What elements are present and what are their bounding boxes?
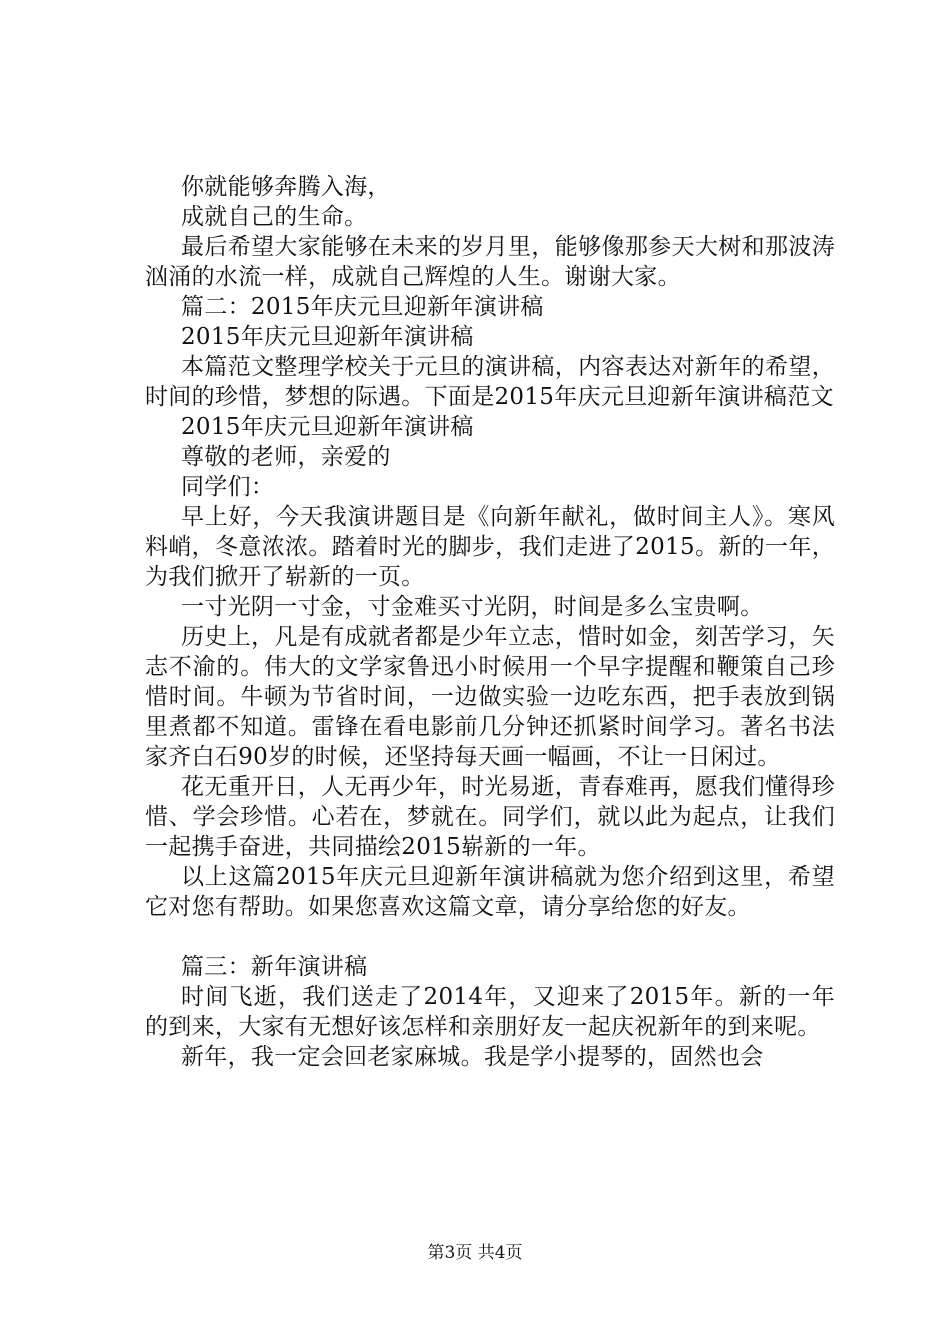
section-heading: 篇三：新年演讲稿 — [181, 954, 368, 980]
salutation: 同学们： — [181, 474, 275, 500]
paragraph: 时间飞逝，我们送走了2014年，又迎来了2015年。新的一年的到来，大家有无想好该怎样和亲朋好友一起庆祝新年的到来呢。 — [145, 984, 835, 1040]
paragraph: 新年，我一定会回老家麻城。我是学小提琴的，固然也会 — [181, 1044, 764, 1070]
paragraph: 你就能够奔腾入海， — [181, 174, 391, 200]
page-number: 第3页 共4页 — [427, 1243, 523, 1263]
paragraph: 历史上，凡是有成就者都是少年立志，惜时如金，刻苦学习，矢志不渝的。伟大的文学家鲁迅小时候用一个早字提醒和鞭策自己珍惜时间。牛顿为节省时间，一边做实验一边吃东西，把手表放到锅里煮都不知道。雷锋在看电影前几分钟还抓紧时间学习。著名书法家齐白石90岁的时候，还坚持每天画一幅画，不让一日闲过。 — [145, 624, 835, 770]
article-title: 2015年庆元旦迎新年演讲稿 — [181, 324, 474, 350]
document-body — [145, 172, 835, 1072]
paragraph: 以上这篇2015年庆元旦迎新年演讲稿就为您介绍到这里，希望它对您有帮助。如果您喜欢这篇文章，请分享给您的好友。 — [145, 864, 835, 920]
section-heading: 篇二：2015年庆元旦迎新年演讲稿 — [181, 294, 544, 320]
paragraph: 最后希望大家能够在未来的岁月里，能够像那参天大树和那波涛汹涌的水流一样，成就自己辉煌的人生。谢谢大家。 — [145, 234, 835, 290]
blank-line — [145, 922, 835, 952]
paragraph: 早上好，今天我演讲题目是《向新年献礼，做时间主人》。寒风料峭，冬意浓浓。踏着时光的脚步，我们走进了2015。新的一年，为我们掀开了崭新的一页。 — [145, 504, 835, 590]
article-title: 2015年庆元旦迎新年演讲稿 — [181, 414, 474, 440]
paragraph: 花无重开日，人无再少年，时光易逝，青春难再，愿我们懂得珍惜、学会珍惜。心若在，梦就在。同学们，就以此为起点，让我们一起携手奋进，共同描绘2015崭新的一年。 — [145, 774, 835, 860]
salutation: 尊敬的老师，亲爱的 — [181, 444, 391, 470]
paragraph: 本篇范文整理学校关于元旦的演讲稿，内容表达对新年的希望，时间的珍惜，梦想的际遇。下面是2015年庆元旦迎新年演讲稿范文 — [145, 354, 835, 410]
paragraph: 成就自己的生命。 — [181, 204, 368, 230]
paragraph: 一寸光阴一寸金，寸金难买寸光阴，时间是多么宝贵啊。 — [181, 594, 764, 620]
